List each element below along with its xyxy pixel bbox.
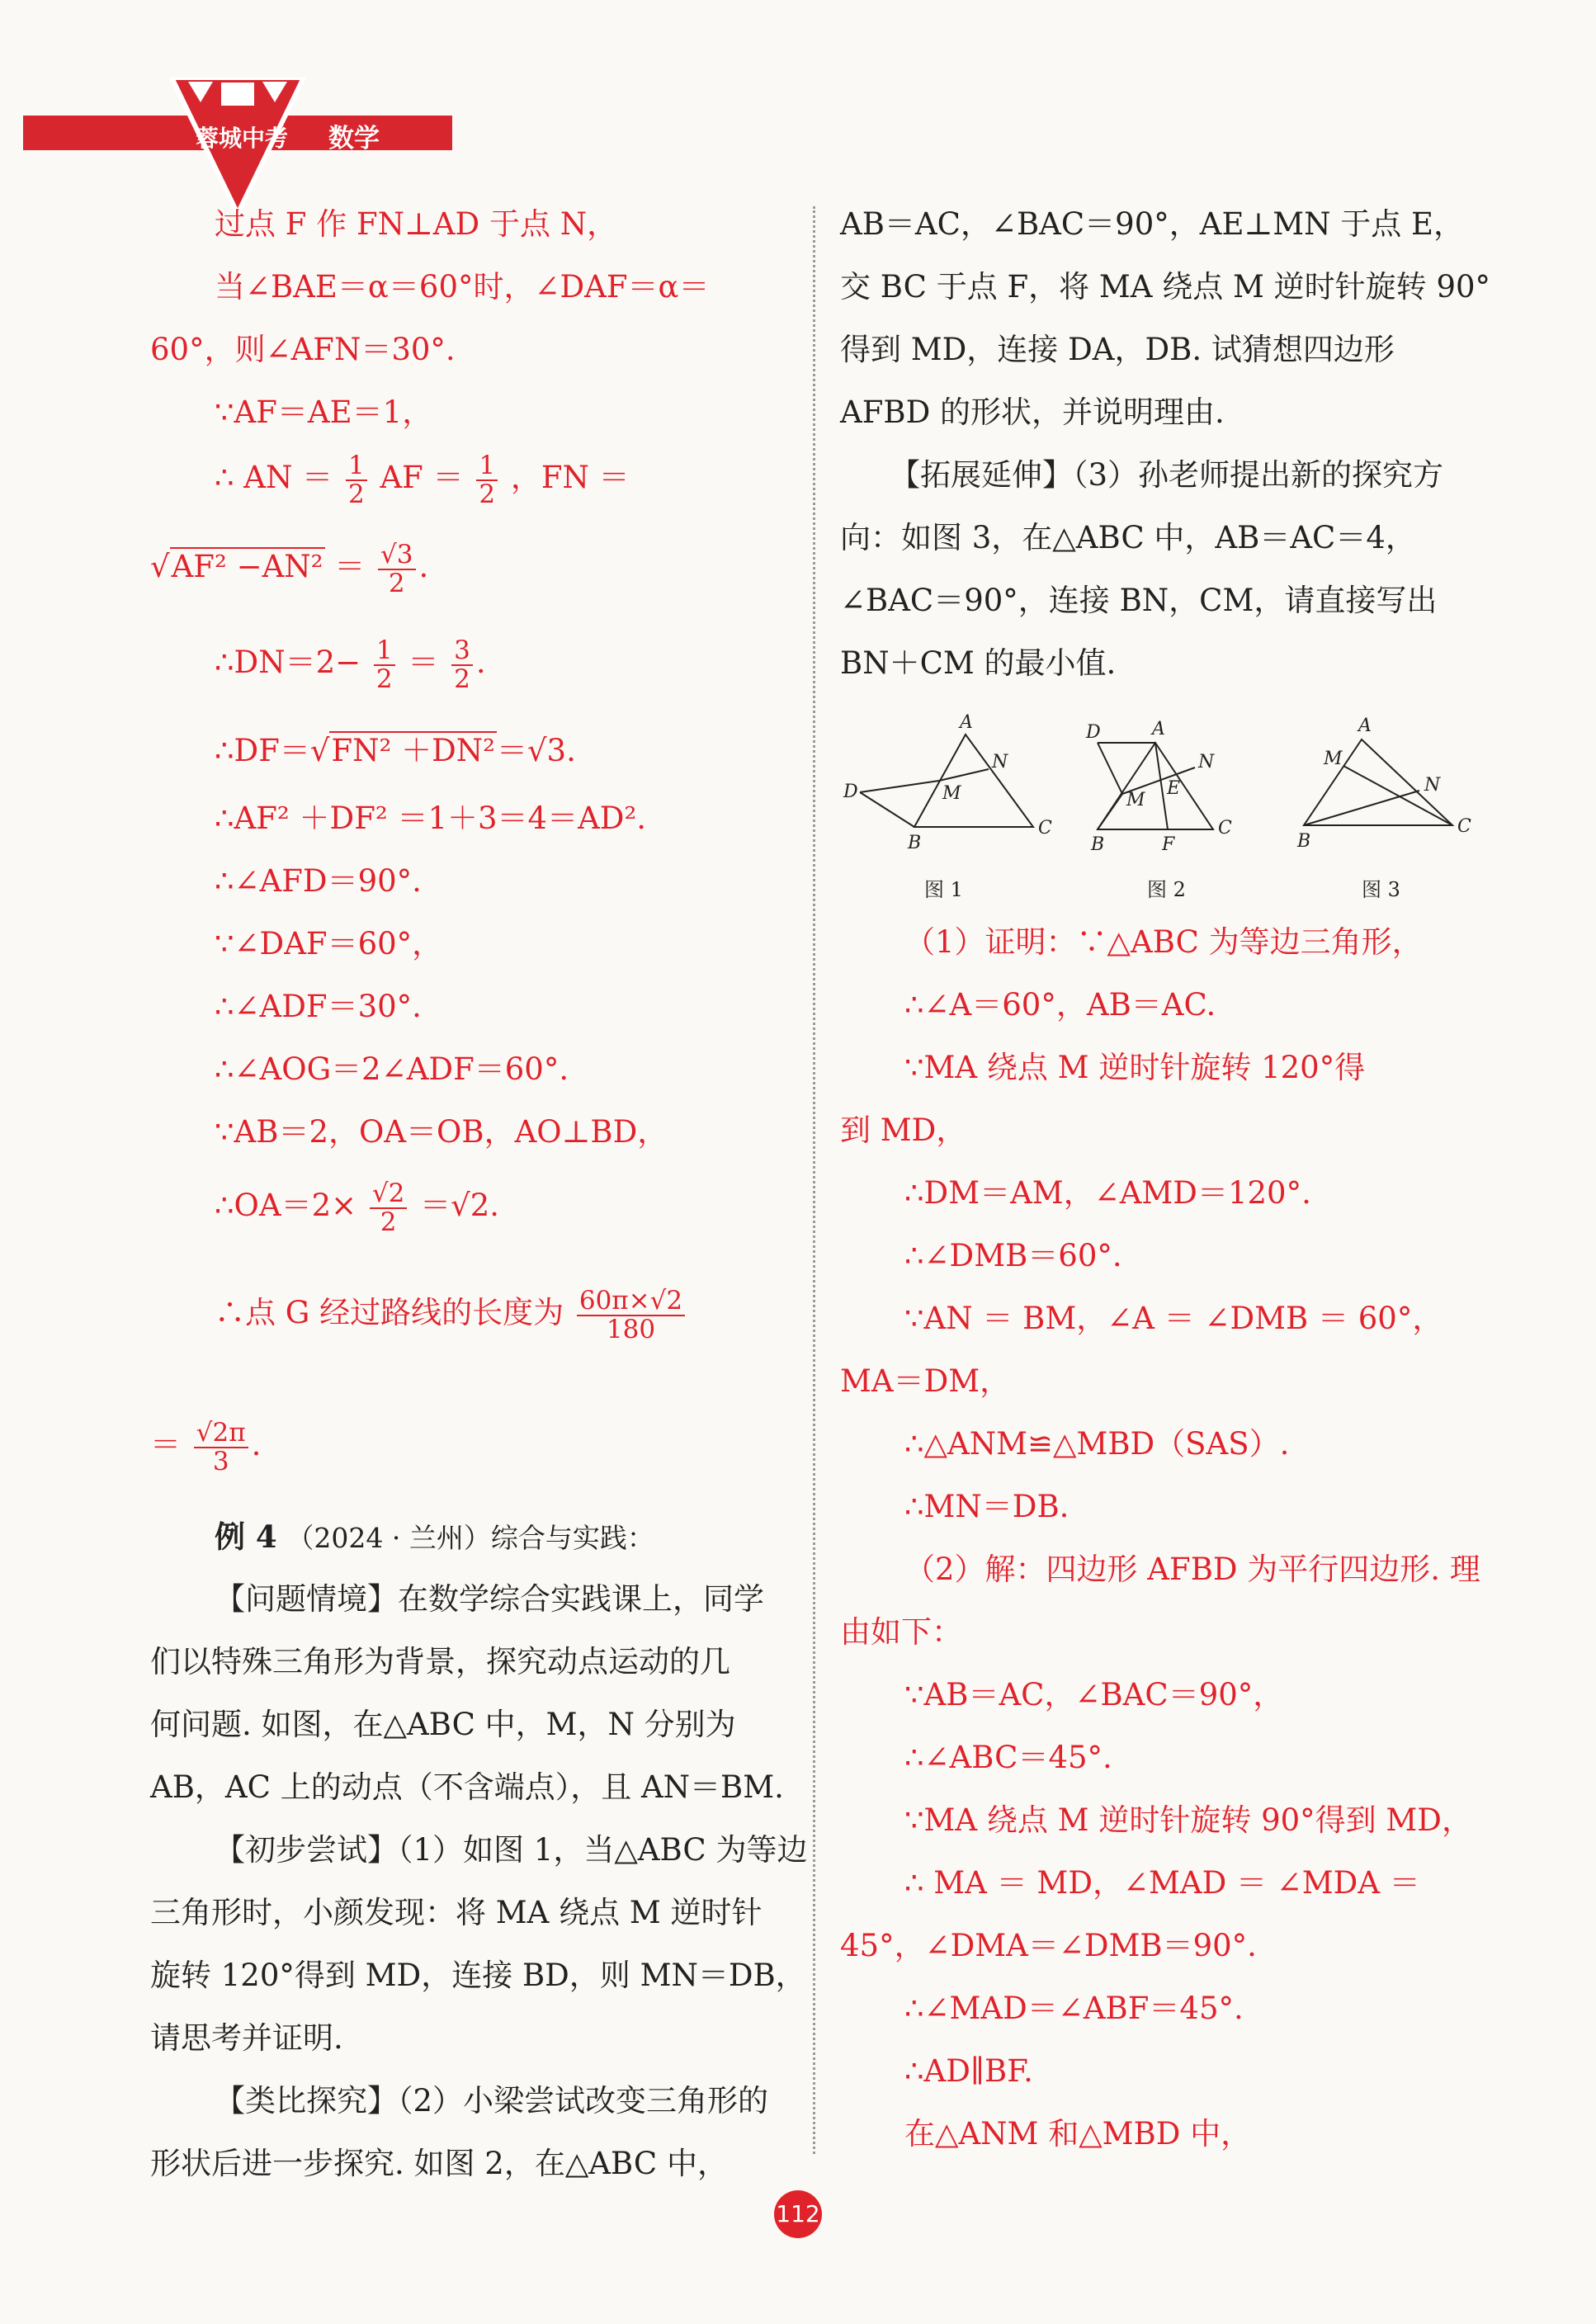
svg-text:C: C xyxy=(1218,818,1232,838)
solution-line: （1）证明：∵△ABC 为等边三角形， xyxy=(904,924,1423,960)
page-header xyxy=(23,64,452,163)
column-divider xyxy=(813,206,815,2154)
problem-line: BN＋CM 的最小值. xyxy=(840,645,1117,681)
fraction: $\frac{1}{2}$ xyxy=(476,452,498,508)
problem-line: 【初步尝试】（1）如图 1，当△ABC 为等边 xyxy=(215,1832,808,1868)
solution-line: ∴∠AOG＝2∠ADF＝60°. xyxy=(215,1051,569,1087)
solution-line: 到 MD， xyxy=(840,1112,967,1148)
fraction: $\frac{60\pi\times√2}{180}$ xyxy=(577,1287,685,1343)
problem-line: 【拓展延伸】（3）孙老师提出新的探究方 xyxy=(890,457,1444,493)
figures-row xyxy=(842,710,1485,908)
solution-line: ∵AB＝AC，∠BAC＝90°， xyxy=(904,1677,1284,1712)
solution-line xyxy=(215,1287,688,1343)
text-segment: ＝ xyxy=(334,549,366,585)
svg-text:C: C xyxy=(1038,818,1052,838)
svg-text:C: C xyxy=(1457,816,1471,837)
solution-line: ∵MA 绕点 M 逆时针旋转 90°得到 MD， xyxy=(904,1802,1472,1838)
figure-caption: 图 2 xyxy=(1147,878,1186,901)
fig-point-label: A xyxy=(960,712,973,733)
svg-text:N: N xyxy=(1198,752,1215,772)
svg-text:B: B xyxy=(1297,831,1311,852)
problem-line: 【问题情境】在数学综合实践课上，同学 xyxy=(215,1581,764,1617)
text-segment: ，FN ＝ xyxy=(510,460,630,496)
problem-line: 向：如图 3，在△ABC 中，AB＝AC＝4， xyxy=(840,520,1416,555)
solution-line xyxy=(215,452,630,508)
svg-text:M: M xyxy=(1324,749,1343,769)
solution-line xyxy=(215,733,576,769)
text-segment: ∴DN＝2− xyxy=(215,645,361,681)
svg-text:D: D xyxy=(843,782,858,802)
svg-text:N: N xyxy=(1424,775,1441,796)
svg-text:B: B xyxy=(908,833,922,853)
figure-1 xyxy=(860,735,1033,827)
problem-line: 们以特殊三角形为背景，探究动点运动的几 xyxy=(150,1644,730,1679)
solution-line: ∴∠AFD＝90°. xyxy=(215,863,422,899)
svg-text:E: E xyxy=(1167,778,1181,799)
text-segment: ＝ xyxy=(408,645,439,681)
fraction: $\frac{1}{2}$ xyxy=(374,637,395,692)
problem-line: 何问题. 如图，在△ABC 中，M，N 分别为 xyxy=(150,1707,736,1742)
svg-text:D: D xyxy=(1086,722,1101,743)
svg-text:A: A xyxy=(1152,719,1165,739)
sqrt-icon: √ xyxy=(150,549,170,585)
text-segment: ∴点 G 经过路线的长度为 xyxy=(215,1295,564,1331)
solution-line: 在△ANM 和△MBD 中， xyxy=(904,2116,1252,2152)
example-heading xyxy=(215,1519,654,1556)
text-segment: ∴OA＝2× xyxy=(215,1188,357,1224)
solution-line: 45°，∠DMA＝∠DMB＝90°. xyxy=(840,1928,1257,1963)
fraction: $\frac{√2}{2}$ xyxy=(370,1180,407,1235)
solution-line: ∴DN＝2− $\frac{1}{2}$ ＝ $\frac{3}{2}$ . xyxy=(215,635,486,694)
sqrt-icon: √ xyxy=(309,733,330,768)
solution-line: 当∠BAE＝α＝60°时，∠DAF＝α＝ xyxy=(215,269,710,305)
text-segment: ＝√3. xyxy=(496,733,576,768)
svg-text:B: B xyxy=(1091,834,1105,855)
text-segment: ∴ AN ＝ xyxy=(215,460,333,496)
geometry-figures xyxy=(842,710,1485,875)
solution-line xyxy=(215,1180,499,1235)
problem-line: AB＝AC，∠BAC＝90°，AE⊥MN 于点 E， xyxy=(840,206,1465,242)
solution-line: √AF² −AN² ＝ $\frac{√3}{2}$ . xyxy=(150,540,429,598)
svg-text:M: M xyxy=(1126,790,1145,810)
solution-line: ∵AB＝2，OA＝OB，AO⊥BD， xyxy=(215,1114,668,1150)
solution-line: 过点 F 作 FN⊥AD 于点 N， xyxy=(215,206,618,242)
problem-line: 交 BC 于点 F，将 MA 绕点 M 逆时针旋转 90° xyxy=(840,269,1491,305)
solution-line: （2）解：四边形 AFBD 为平行四边形. 理 xyxy=(904,1552,1480,1587)
radicand: FN² ＋DN² xyxy=(331,733,495,768)
figure-caption: 图 1 xyxy=(924,878,963,901)
text-segment: ＝ xyxy=(150,1427,181,1463)
solution-line: ∴AF² ＋DF² ＝1＋3＝4＝AD². xyxy=(215,801,647,836)
problem-line: 旋转 120°得到 MD，连接 BD，则 MN＝DB， xyxy=(150,1958,806,1993)
solution-line: ∴AD∥BF. xyxy=(904,2053,1033,2089)
svg-text:A: A xyxy=(1358,716,1372,736)
example-label: 例 4 xyxy=(215,1519,277,1555)
text-segment: ∴DF＝ xyxy=(215,733,310,768)
text-segment: AF ＝ xyxy=(380,460,464,496)
problem-line: ∠BAC＝90°，连接 BN，CM，请直接写出 xyxy=(840,583,1438,618)
figure-1-labels xyxy=(843,712,1052,853)
solution-line: ∴∠ABC＝45°. xyxy=(904,1740,1112,1775)
solution-line: 60°，则∠AFN＝30°. xyxy=(150,332,456,367)
fraction: $\frac{√2\pi}{3}$ xyxy=(194,1419,248,1475)
subject-label: 数学 xyxy=(328,124,380,154)
solution-line: ∵∠DAF＝60°， xyxy=(215,926,443,961)
problem-line: 请思考并证明. xyxy=(150,2020,343,2056)
svg-text:F: F xyxy=(1162,834,1175,855)
solution-line: ∵AF＝AE＝1， xyxy=(215,394,433,430)
page-number: 112 xyxy=(774,2190,822,2238)
solution-line: ∴∠MAD＝∠ABF＝45°. xyxy=(904,1991,1244,2026)
solution-line: ∴∠A＝60°，AB＝AC. xyxy=(904,987,1216,1023)
solution-line: ∴△ANM≌△MBD（SAS）. xyxy=(904,1426,1290,1462)
solution-line: 由如下： xyxy=(840,1614,962,1650)
solution-line: ∵MA 绕点 M 逆时针旋转 120°得 xyxy=(904,1050,1366,1085)
svg-text:N: N xyxy=(992,752,1008,772)
brand-name: 蓉城中考 xyxy=(195,125,288,152)
figure-2 xyxy=(1098,743,1213,829)
figure-3-labels xyxy=(1296,716,1471,852)
solution-line: ∴∠ADF＝30°. xyxy=(215,989,422,1024)
solution-line: ∴DM＝AM，∠AMD＝120°. xyxy=(904,1175,1311,1211)
solution-line: MA＝DM， xyxy=(840,1363,1011,1399)
fraction: $\frac{√3}{2}$ xyxy=(378,541,415,597)
problem-line: 三角形时，小颜发现：将 MA 绕点 M 逆时针 xyxy=(150,1895,763,1930)
svg-text:M: M xyxy=(942,783,961,804)
problem-line: 形状后进一步探究. 如图 2，在△ABC 中， xyxy=(150,2146,728,2181)
example-source: （2024 · 兰州）综合与实践： xyxy=(286,1522,654,1554)
figure-caption: 图 3 xyxy=(1362,878,1400,901)
solution-line: ∴ MA ＝ MD，∠MAD ＝ ∠MDA ＝ xyxy=(904,1865,1420,1901)
radicand: AF² −AN² xyxy=(171,549,323,585)
figure-2-labels xyxy=(1085,719,1232,855)
text-segment: ＝√2. xyxy=(420,1188,500,1224)
problem-line: 【类比探究】（2）小梁尝试改变三角形的 xyxy=(215,2083,769,2119)
solution-line: ∴∠DMB＝60°. xyxy=(904,1238,1122,1273)
solution-line: ∴MN＝DB. xyxy=(904,1489,1070,1524)
fraction: $\frac{3}{2}$ xyxy=(451,637,473,692)
problem-line: AFBD 的形状，并说明理由. xyxy=(840,394,1225,430)
solution-line: ∵AN ＝ BM，∠A ＝ ∠DMB ＝ 60°， xyxy=(904,1301,1443,1336)
problem-line: 得到 MD，连接 DA，DB. 试猜想四边形 xyxy=(840,332,1395,367)
problem-line: AB，AC 上的动点（不含端点），且 AN＝BM. xyxy=(150,1769,784,1805)
solution-line: ＝ $\frac{√2\pi}{3}$ . xyxy=(150,1418,262,1476)
fraction: $\frac{1}{2}$ xyxy=(346,452,367,508)
